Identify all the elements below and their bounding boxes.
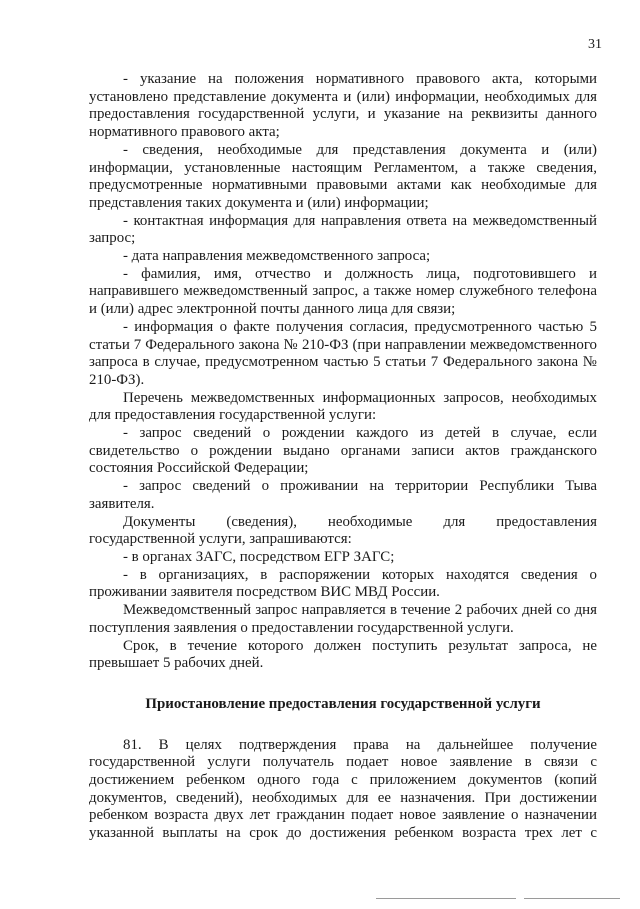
paragraph: - сведения, необходимые для представления документа и (или) информации, установленные настоящим Регламентом, а также сведения, предусмотренные нормативными правовыми актами как необходимые для представления таких документа и (или) информации; [89,141,597,211]
footer-rule-right [524,898,620,899]
paragraph: 81. В целях подтверждения права на дальнейшее получение государственной услуги получатель подает новое заявление в связи с достижением ребенком одного года с приложением документов (копий документов, сведений), необходимых для ее назначения. При достижении ребенком возраста двух лет гражданин подает новое заявление о назначении указанной выплаты на срок до достижения ребенком возраста трех лет с [89,736,597,842]
paragraph: - контактная информация для направления ответа на межведомственный запрос; [89,212,597,247]
paragraph: Перечень межведомственных информационных запросов, необходимых для предоставления государственной услуги: [89,389,597,424]
footer-rule-left [376,898,516,899]
section-heading: Приостановление предоставления государственной услуги [145,695,541,712]
paragraph: Документы (сведения), необходимые для предоставления государственной услуги, запрашиваются: [89,513,597,548]
paragraph: - запрос сведений о проживании на территории Республики Тыва заявителя. [89,478,597,512]
paragraph: Срок, в течение которого должен поступить результат запроса, не превышает 5 рабочих дней. [89,637,597,672]
paragraph: - дата направления межведомственного запроса; [123,248,431,265]
paragraph: - в организациях, в распоряжении которых находятся сведения о проживании заявителя посредством ВИС МВД России. [89,566,597,601]
paragraph: - фамилия, имя, отчество и должность лица, подготовившего и направившего межведомственный запрос, а также номер служебного телефона и (или) адрес электронной почты данного лица для связи; [89,265,597,318]
paragraph: - в органах ЗАГС, посредством ЕГР ЗАГС; [123,548,395,565]
page-number: 31 [588,37,602,52]
document-body [89,71,597,843]
paragraph: - указание на положения нормативного правового акта, которыми установлено представление документа и (или) информации, необходимых для предоставления государственной услуги, и указание на реквизиты данного нормативного правового акта; [89,71,597,141]
paragraph: - информация о факте получения согласия, предусмотренного частью 5 статьи 7 Федерального закона № 210-ФЗ (при направлении межведомственного запроса в случае, предусмотренном частью 5 статьи 7 Федерального закона № 210-ФЗ). [89,318,597,388]
paragraph: - запрос сведений о рождении каждого из детей в случае, если свидетельство о рождении выдано органами записи актов гражданского состояния Российской Федерации; [89,425,597,477]
paragraph: Межведомственный запрос направляется в течение 2 рабочих дней со дня поступления заявления о предоставлении государственной услуги. [89,602,597,636]
